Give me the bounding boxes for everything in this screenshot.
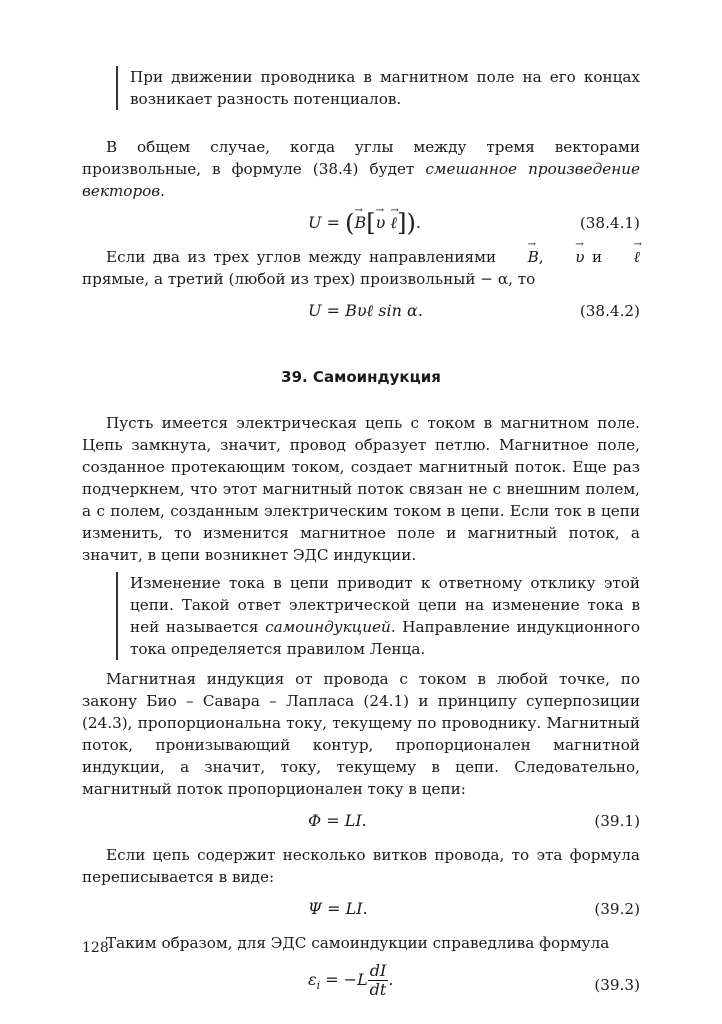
- formula-expression: U = (→ B[→ υ → ℓ]).: [308, 212, 421, 234]
- callout-potential-difference: При движении проводника в магнитном поле на его концах возникает разность потенциалов.: [116, 66, 640, 110]
- paragraph-magnetic-induction: Магнитная индукция от провода с током в любой точке, по закону Био – Савара – Лапласа (24.1) и принципу суперпозиции (24.3), пропорциональна току, текущему по проводнику. Магнитный поток, пронизывающий контур, пропорционален магнитной индукции, а значит, току, текущему в цепи. Следовательно, магнитный поток пропорционален току в цепи:: [82, 670, 640, 798]
- paragraph-circuit: Пусть имеется электрическая цепь с током в магнитном поле. Цепь замкнута, значит, провод образует петлю. Магнитное поле, созданное протекающим током, создает магнитный поток. Еще раз подчеркнем, что этот магнитный поток связан не с внешним полем, а с полем, созданным электрическим током в цепи. Если ток в цепи изменить, то изменится магнитное поле и магнитный поток, а значит, в цепи возникнет ЭДС индукции.: [82, 414, 640, 564]
- paragraph-emf: Таким образом, для ЭДС самоиндукции справедлива формула: [106, 934, 610, 952]
- formula-expression: U = Bυℓ sin α.: [308, 301, 423, 320]
- paragraph-turns: Если цепь содержит несколько витков провода, то эта формула переписывается в виде:: [82, 846, 640, 886]
- formula-expression: Ψ = LI.: [308, 899, 368, 918]
- formula-39-3: [82, 960, 640, 1008]
- equation-number: (39.3): [594, 976, 640, 994]
- equation-number: (39.2): [594, 900, 640, 918]
- formula-38-4-2: [82, 296, 640, 326]
- formula-39-2: [82, 894, 640, 924]
- callout-self-induction: Изменение тока в цепи приводит к ответному отклику этой цепи. Такой ответ электрической цепи на изменение тока в ней называется самоиндукцией. Направление индукционного тока определяется правилом Ленца.: [116, 572, 640, 660]
- formula-39-1: [82, 806, 640, 836]
- paragraph-general-case: В общем случае, когда углы между тремя векторами произвольные, в формуле (38.4) будет смешанное произведение векторов.: [82, 138, 640, 200]
- page-content: [82, 66, 640, 1016]
- formula-expression: $\varepsilon_i = -L$ $\frac{dI}{dt}$ .: [308, 961, 394, 999]
- fraction: $\frac{dI}{dt}$: [369, 961, 387, 999]
- page-number: 128: [82, 940, 109, 956]
- equation-number: (38.4.2): [579, 302, 640, 320]
- formula-expression: Φ = LI.: [308, 811, 367, 830]
- equation-number: (39.1): [594, 812, 640, 830]
- paragraph-angles: Если два из трех углов между направлениями → B, → υ и → ℓ прямые, а третий (любой из трех) произвольный − α, то: [82, 246, 640, 290]
- section-title: 39. Самоиндукция: [281, 368, 441, 386]
- equation-number: (38.4.1): [579, 214, 640, 232]
